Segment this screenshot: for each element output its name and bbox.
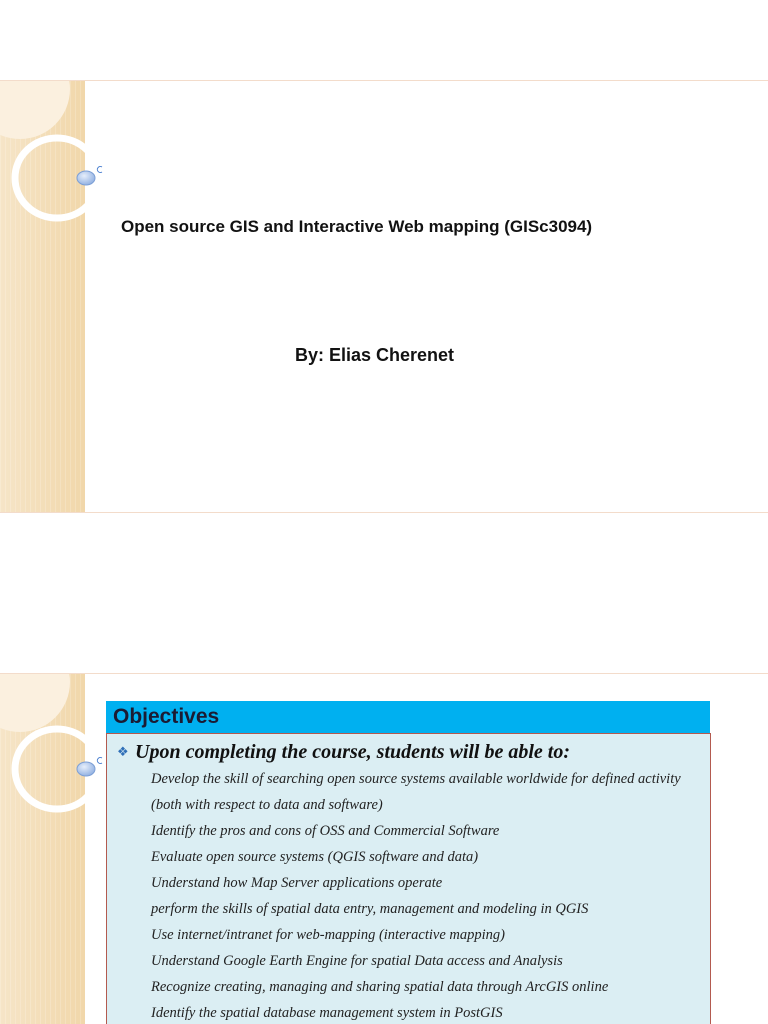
list-item: Use internet/intranet for web-mapping (interactive mapping) — [151, 927, 505, 943]
list-item: Identify the spatial database management system in PostGIS — [151, 1005, 503, 1021]
list-item: Understand Google Earth Engine for spatial Data access and Analysis — [151, 953, 563, 969]
objectives-heading: Objectives — [113, 705, 220, 728]
circle-ornament-icon — [77, 762, 95, 776]
list-item: Identify the pros and cons of OSS and Commercial Software — [151, 823, 500, 839]
objectives-heading-bar — [106, 701, 710, 733]
objectives-panel — [106, 733, 711, 1024]
objectives-list — [151, 766, 681, 1024]
slide-author: By: Elias Cherenet — [295, 345, 455, 365]
list-item: Evaluate open source systems (QGIS software and data) — [151, 849, 479, 865]
diamond-bullet-icon: ❖ — [117, 745, 129, 760]
objectives-slide — [0, 673, 768, 1024]
list-item: Recognize creating, managing and sharing spatial data through ArcGIS online — [151, 979, 609, 995]
sidebar-ornament — [0, 81, 110, 513]
list-item: (both with respect to data and software) — [151, 797, 383, 813]
list-item: perform the skills of spatial data entry, management and modeling in QGIS — [151, 901, 589, 917]
sidebar-ornament — [0, 674, 110, 1024]
list-item: Understand how Map Server applications operate — [151, 875, 443, 891]
slide-title: Open source GIS and Interactive Web mapping (GISc3094) — [121, 217, 593, 236]
circle-ornament-icon — [77, 171, 95, 185]
list-item: Develop the skill of searching open source systems available worldwide for defined activity — [151, 771, 681, 787]
title-slide — [0, 80, 768, 513]
objectives-intro: Upon completing the course, students will be able to: — [135, 741, 571, 763]
